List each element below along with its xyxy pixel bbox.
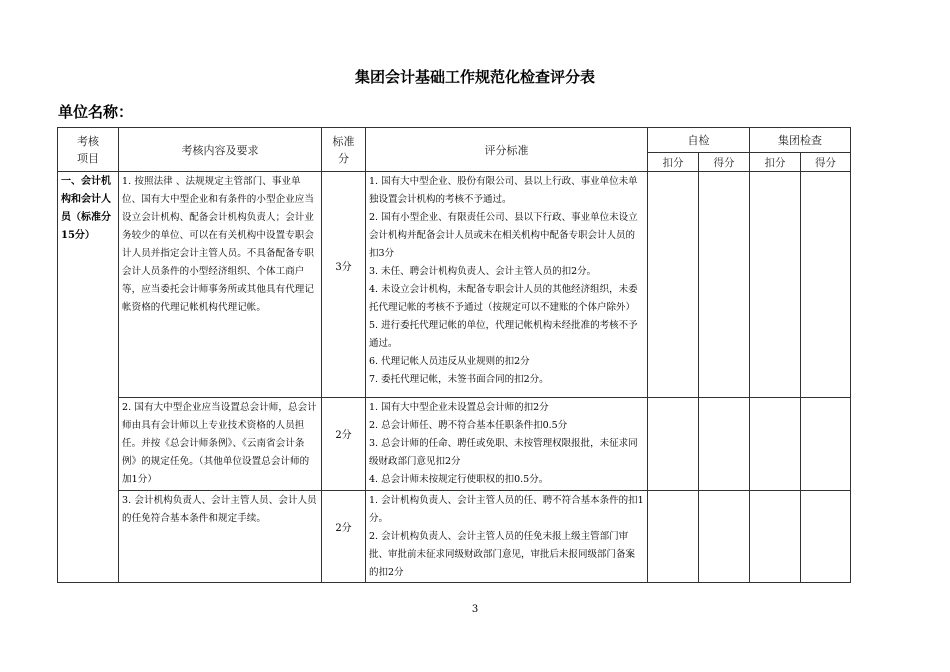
criteria-cell <box>366 398 648 491</box>
standard-score-cell: 3分 <box>322 172 366 398</box>
criteria-line: 4. 未设立会计机构，未配备专职会计人员的其他经济组织，未委托代理记帐的考核不予通过（按规定可以不建账的个体户除外） <box>369 284 638 313</box>
criteria-line: 7. 委托代理记帐，未签书面合同的扣2分。 <box>369 374 549 385</box>
table-row <box>58 172 851 398</box>
document-title: 集团会计基础工作规范化检查评分表 <box>354 68 595 86</box>
group-score-cell[interactable] <box>801 398 851 491</box>
table-row <box>58 398 851 491</box>
header-group-score: 得分 <box>801 153 851 172</box>
criteria-line: 1. 国有大中型企业、股份有限公司、县以上行政、事业单位未单独设置会计机构的考核不予通过。 <box>369 176 638 205</box>
criteria-line: 3. 总会计师的任命、聘任或免职、未按管理权限报批，未征求同级财政部门意见扣2分 <box>369 438 638 467</box>
header-group-check: 集团检查 <box>750 128 851 153</box>
criteria-line: 6. 代理记帐人员违反从业规则的扣2分 <box>369 356 530 367</box>
self-deduct-cell[interactable] <box>648 172 699 398</box>
criteria-line: 3. 未任、聘会计机构负责人、会计主管人员的扣2分。 <box>369 266 597 277</box>
group-deduct-cell[interactable] <box>750 398 801 491</box>
group-score-cell[interactable] <box>801 491 851 583</box>
criteria-line: 5. 进行委托代理记帐的单位，代理记帐机构未经批准的考核不予通过。 <box>369 320 638 349</box>
category-cell: 一、会计机构和会计人员（标准分15分） <box>58 172 119 583</box>
header-self-score: 得分 <box>699 153 750 172</box>
header-content: 考核内容及要求 <box>119 128 322 172</box>
requirement-cell: 2. 国有大中型企业应当设置总会计师，总会计师由具有会计师以上专业技术资格的人员担任。并按《总会计师条例》、《云南省会计条例》的规定任免。（其他单位设置总会计师的加1分） <box>119 398 322 491</box>
header-self-deduct: 扣分 <box>648 153 699 172</box>
header-self-check: 自检 <box>648 128 750 153</box>
criteria-line: 2. 会计机构负责人、会计主管人员的任免未报上级主管部门审批、审批前未征求同级财政部门意见，审批后未报同级部门备案的扣2分 <box>369 531 636 578</box>
criteria-line: 1. 会计机构负责人、会计主管人员的任、聘不符合基本条件的扣1分。 <box>369 495 644 524</box>
criteria-line: 1. 国有大中型企业未设置总会计师的扣2分 <box>369 402 549 413</box>
standard-score-cell: 2分 <box>322 398 366 491</box>
self-deduct-cell[interactable] <box>648 398 699 491</box>
group-deduct-cell[interactable] <box>750 172 801 398</box>
self-score-cell[interactable] <box>699 491 750 583</box>
table-row <box>58 491 851 583</box>
group-score-cell[interactable] <box>801 172 851 398</box>
self-deduct-cell[interactable] <box>648 491 699 583</box>
evaluation-table <box>57 127 851 583</box>
criteria-line: 4. 总会计师未按规定行使职权的扣0.5分。 <box>369 474 549 485</box>
header-group-deduct: 扣分 <box>750 153 801 172</box>
standard-score-cell: 2分 <box>322 491 366 583</box>
requirement-cell: 1. 按照法律 、法规规定主管部门、事业单位、国有大中型企业和有条件的小型企业应当设立会计机构、配备会计机构负责人；会计业务较少的单位、可以在有关机构中设置专职会计人员并指定会计主管人员。不具备配备专职会计人员条件的小型经济组织、个体工商户等，应当委托会计师事务所或其他具有代理记帐资格的代理记帐机构代理记帐。 <box>119 172 322 398</box>
unit-name-label: 单位名称： <box>58 103 134 121</box>
group-deduct-cell[interactable] <box>750 491 801 583</box>
self-score-cell[interactable] <box>699 172 750 398</box>
self-score-cell[interactable] <box>699 398 750 491</box>
criteria-cell <box>366 172 648 398</box>
header-criteria: 评分标准 <box>366 128 648 172</box>
criteria-line: 2. 总会计师任、聘不符合基本任职条件扣0.5分 <box>369 420 568 431</box>
header-item: 考核项目 <box>58 128 119 172</box>
requirement-cell: 3. 会计机构负责人、会计主管人员、会计人员的任免符合基本条件和规定手续。 <box>119 491 322 583</box>
header-standard-score: 标准分 <box>322 128 366 172</box>
criteria-line: 2. 国有小型企业、有限责任公司、县以下行政、事业单位未设立会计机构并配备会计人员或未在相关机构中配备专职会计人员的扣3分 <box>369 212 638 259</box>
criteria-cell <box>366 491 648 583</box>
page-number: 3 <box>471 604 479 615</box>
